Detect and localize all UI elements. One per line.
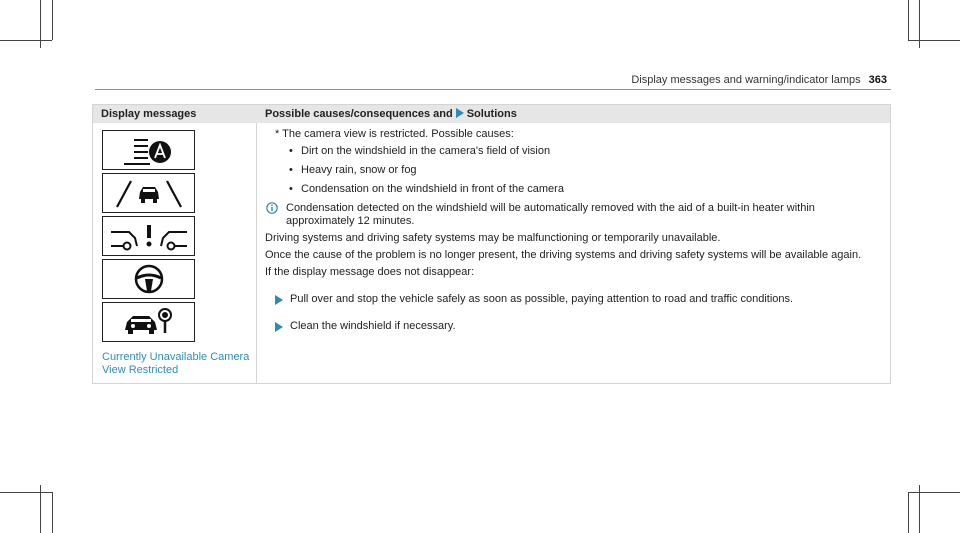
- action-arrow-icon: [275, 295, 283, 305]
- paragraph-once: Once the cause of the problem is no longer present, the driving systems and driving safety systems will be available again.: [265, 249, 862, 261]
- action-text: Clean the windshield if necessary.: [290, 320, 456, 332]
- note-text: Condensation detected on the windshield will be automatically removed with the aid of a built-in heater within approximately 12 minutes.: [286, 202, 815, 227]
- play-arrow-icon: [456, 108, 464, 118]
- running-header: [631, 74, 887, 86]
- collision-warning-icon: [102, 216, 195, 256]
- info-icon: [266, 202, 278, 214]
- list-item: • Condensation on the windshield in front of the camera: [289, 183, 885, 196]
- action-text: Pull over and stop the vehicle safely as soon as possible, paying attention to road and traffic conditions.: [290, 293, 794, 305]
- header-text-causes: Possible causes/consequences and: [265, 108, 453, 120]
- causes-solutions-content: [265, 128, 885, 333]
- display-icons: [102, 130, 195, 345]
- crop-mark: [0, 492, 52, 493]
- crop-mark: [52, 0, 53, 40]
- crop-mark: [908, 492, 960, 493]
- causes-list: [265, 145, 885, 196]
- running-title: Display messages and warning/indicator lamps: [631, 74, 861, 86]
- intro-text: * The camera view is restricted. Possible causes:: [275, 128, 514, 140]
- info-note: [265, 202, 885, 228]
- crop-mark: [908, 0, 909, 40]
- crop-mark: [52, 492, 53, 533]
- paragraph-if: If the display message does not disappear:: [265, 266, 475, 278]
- list-item: • Dirt on the windshield in the camera's field of vision: [289, 145, 885, 158]
- action-step: [265, 293, 885, 306]
- column-header-causes-solutions: [265, 108, 517, 120]
- crop-mark: [0, 40, 52, 41]
- column-header-display-messages: Display messages: [101, 108, 197, 120]
- action-arrow-icon: [275, 322, 283, 332]
- crop-mark: [908, 40, 960, 41]
- steering-wheel-icon: [102, 259, 195, 299]
- display-message-caption: Currently Unavailable Camera View Restricted: [102, 351, 250, 376]
- list-item: • Heavy rain, snow or fog: [289, 164, 885, 177]
- crop-mark: [908, 492, 909, 533]
- page-number: 363: [868, 74, 887, 86]
- vehicle-lane-icon: [102, 173, 195, 213]
- car-sensor-icon: [102, 302, 195, 342]
- column-divider: [256, 123, 257, 383]
- action-step: [265, 320, 885, 333]
- header-rule: [95, 89, 891, 90]
- paragraph-systems: Driving systems and driving safety systems may be malfunctioning or temporarily unavailable.: [265, 232, 721, 244]
- message-table: [92, 104, 891, 384]
- lane-assist-icon: [102, 130, 195, 170]
- table-header-row: [93, 105, 890, 123]
- header-text-solutions: Solutions: [466, 108, 517, 120]
